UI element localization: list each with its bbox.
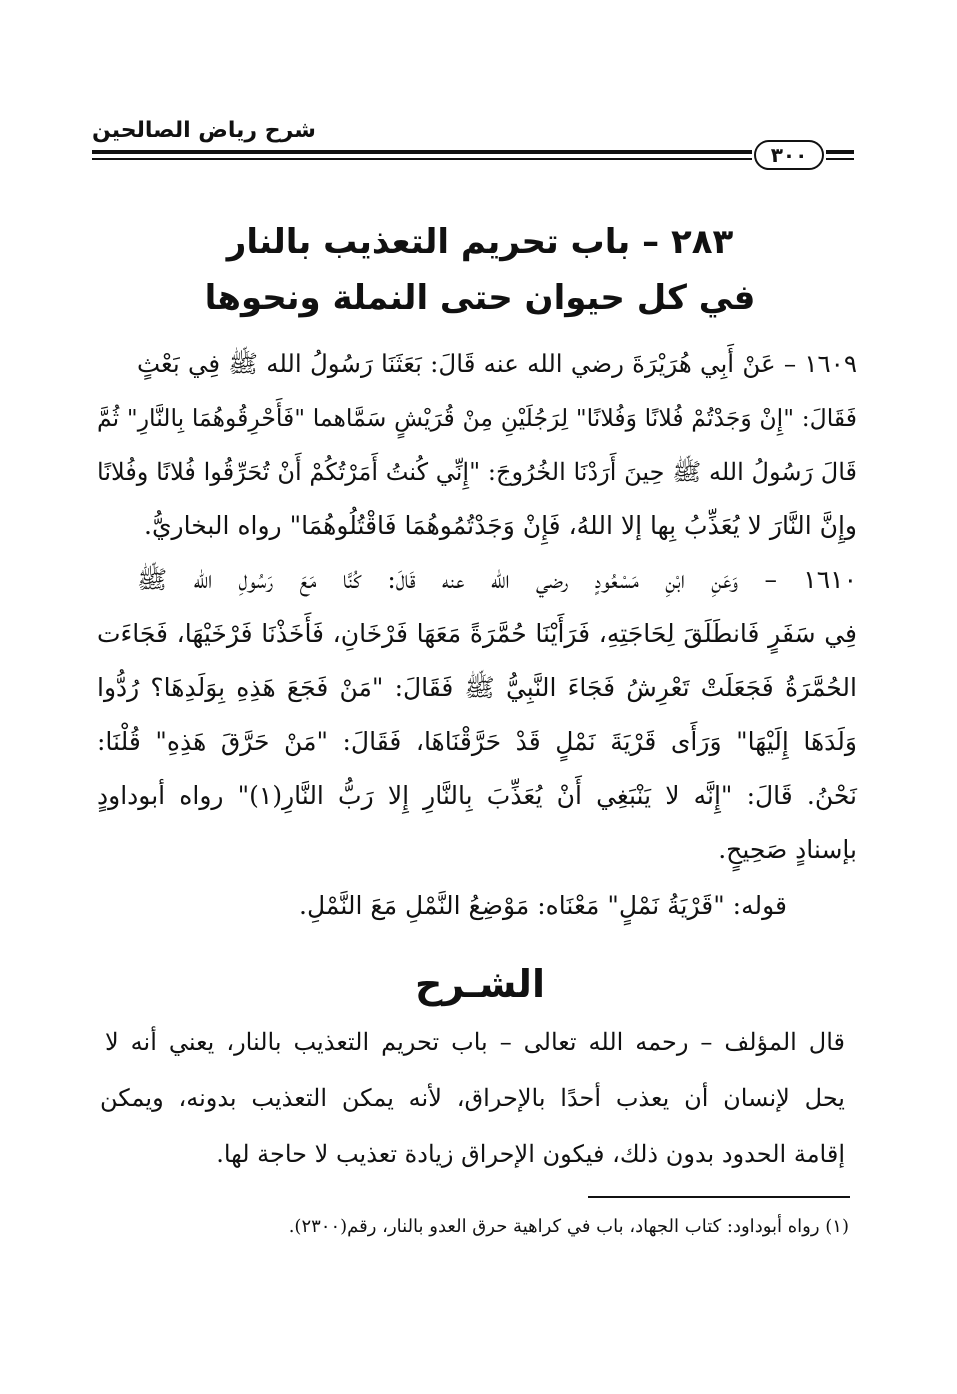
page-number: ٣٠٠ (754, 140, 824, 170)
hadith-1610-line: ١٦١٠ – وَعَنِ ابْنِ مَسْعُودٍ رضي الله عنه قَالَ: كُنَّا مَعَ رَسُولِ الله ﷺ (137, 565, 857, 594)
footnote-separator (588, 1196, 850, 1198)
header-rule-thin (92, 158, 752, 160)
hadith-1610-line: وَلَدَهَا إِلَيْهَا" وَرَأَى قَرْيَةَ نَمْلٍ قَدْ حَرَّقْنَاهَا، فَقَالَ: "مَنْ حَرَّقَ هَذِهِ" قُلْنَا: (97, 727, 857, 756)
sharh-line: إقامة الحدود بدون ذلك، فيكون الإحراق زيادة تعذيب لا حاجة لها. (216, 1140, 845, 1168)
hadith-1610-line: نَحْنُ. قَالَ: "إِنَّه لا يَنْبَغِي أَنْ يُعَذِّبَ بِالنَّارِ إِلا رَبُّ النَّارِ(١)" رواه أبوداودٍ (97, 781, 857, 810)
hadith-1609-line: وإِنَّ النَّارَ لا يُعَذِّبُ بِها إلا اللهُ، فَإِنْ وَجَدْتُمُوهُمَا فَاقْتُلُوهُمَا" رواه البخاريُّ. (144, 511, 857, 540)
sharh-heading: الشـرح (415, 962, 545, 1006)
chapter-title-line-2: في كل حيوان حتى النملة ونحوها (204, 278, 756, 318)
footnote: (١) رواه أبوداود: كتاب الجهاد، باب في كراهية حرق العدو بالنار، رقم(٢٣٠٠). (288, 1216, 849, 1237)
gloss-line: قوله: "قَرْيَةُ نَمْلٍ" مَعْنَاه: مَوْضِعُ النَّمْلِ مَعَ النَّمْلِ. (299, 891, 787, 920)
hadith-1610-line: الحُمَّرَةُ فَجَعَلَتْ تَعْرِشُ فَجَاءَ النَّبِيُّ ﷺ فَقَالَ: "مَنْ فَجَعَ هَذِهِ بِوَلَدِهَا؟ رُدُّوا (97, 673, 857, 702)
hadith-1610-line: بإسنادٍ صَحِيحٍ. (718, 835, 857, 864)
hadith-1609-line: فَقَالَ: "إِنْ وَجَدْتُمْ فُلانًا وَفُلانًا" لِرَجُلَيْنِ مِنْ قُرَيْشٍ سَمَّاهما "فَأَحْرِقُوهُمَا بِالنَّارِ" ثُمَّ (97, 404, 857, 432)
running-title: شرح رياض الصالحين (92, 118, 316, 143)
sharh-line: قال المؤلف – رحمه الله تعالى – باب تحريم التعذيب بالنار، يعني أنه لا (105, 1028, 845, 1056)
hadith-1609-line: ١٦٠٩ – عَنْ أَبِي هُرَيْرَةَ رضي الله عنه قَالَ: بَعَثَنَا رَسُولُ الله ﷺ فِي بَعْثٍ (137, 349, 857, 378)
chapter-title-line-1: ٢٨٣ – باب تحريم التعذيب بالنار (226, 222, 734, 262)
header-rule-thick (92, 150, 752, 154)
hadith-1609-line: قَالَ رَسُولُ الله ﷺ حِينَ أَرَدْنَا الخُرُوجَ: "إِنِّي كُنتُ أَمَرْتُكُمْ أَنْ تُحَرِّقُوا فُلانًا وفُلانًا (97, 458, 857, 486)
hadith-1610-line: فِي سَفَرٍ فَانطَلَقَ لِحَاجَتِهِ، فَرَأَيْنَا حُمَّرَةً مَعَهَا فَرْخَانِ، فَأَخَذْنَا فَرْخَيْهَا، فَجَاءَت (97, 619, 857, 648)
header-rule-thick-right (826, 150, 854, 154)
sharh-line: يحل لإنسان أن يعذب أحدًا بالإحراق، لأنه يمكن التعذيب بدونه، ويمكن (100, 1084, 845, 1112)
header-rule-thin-right (826, 158, 854, 160)
